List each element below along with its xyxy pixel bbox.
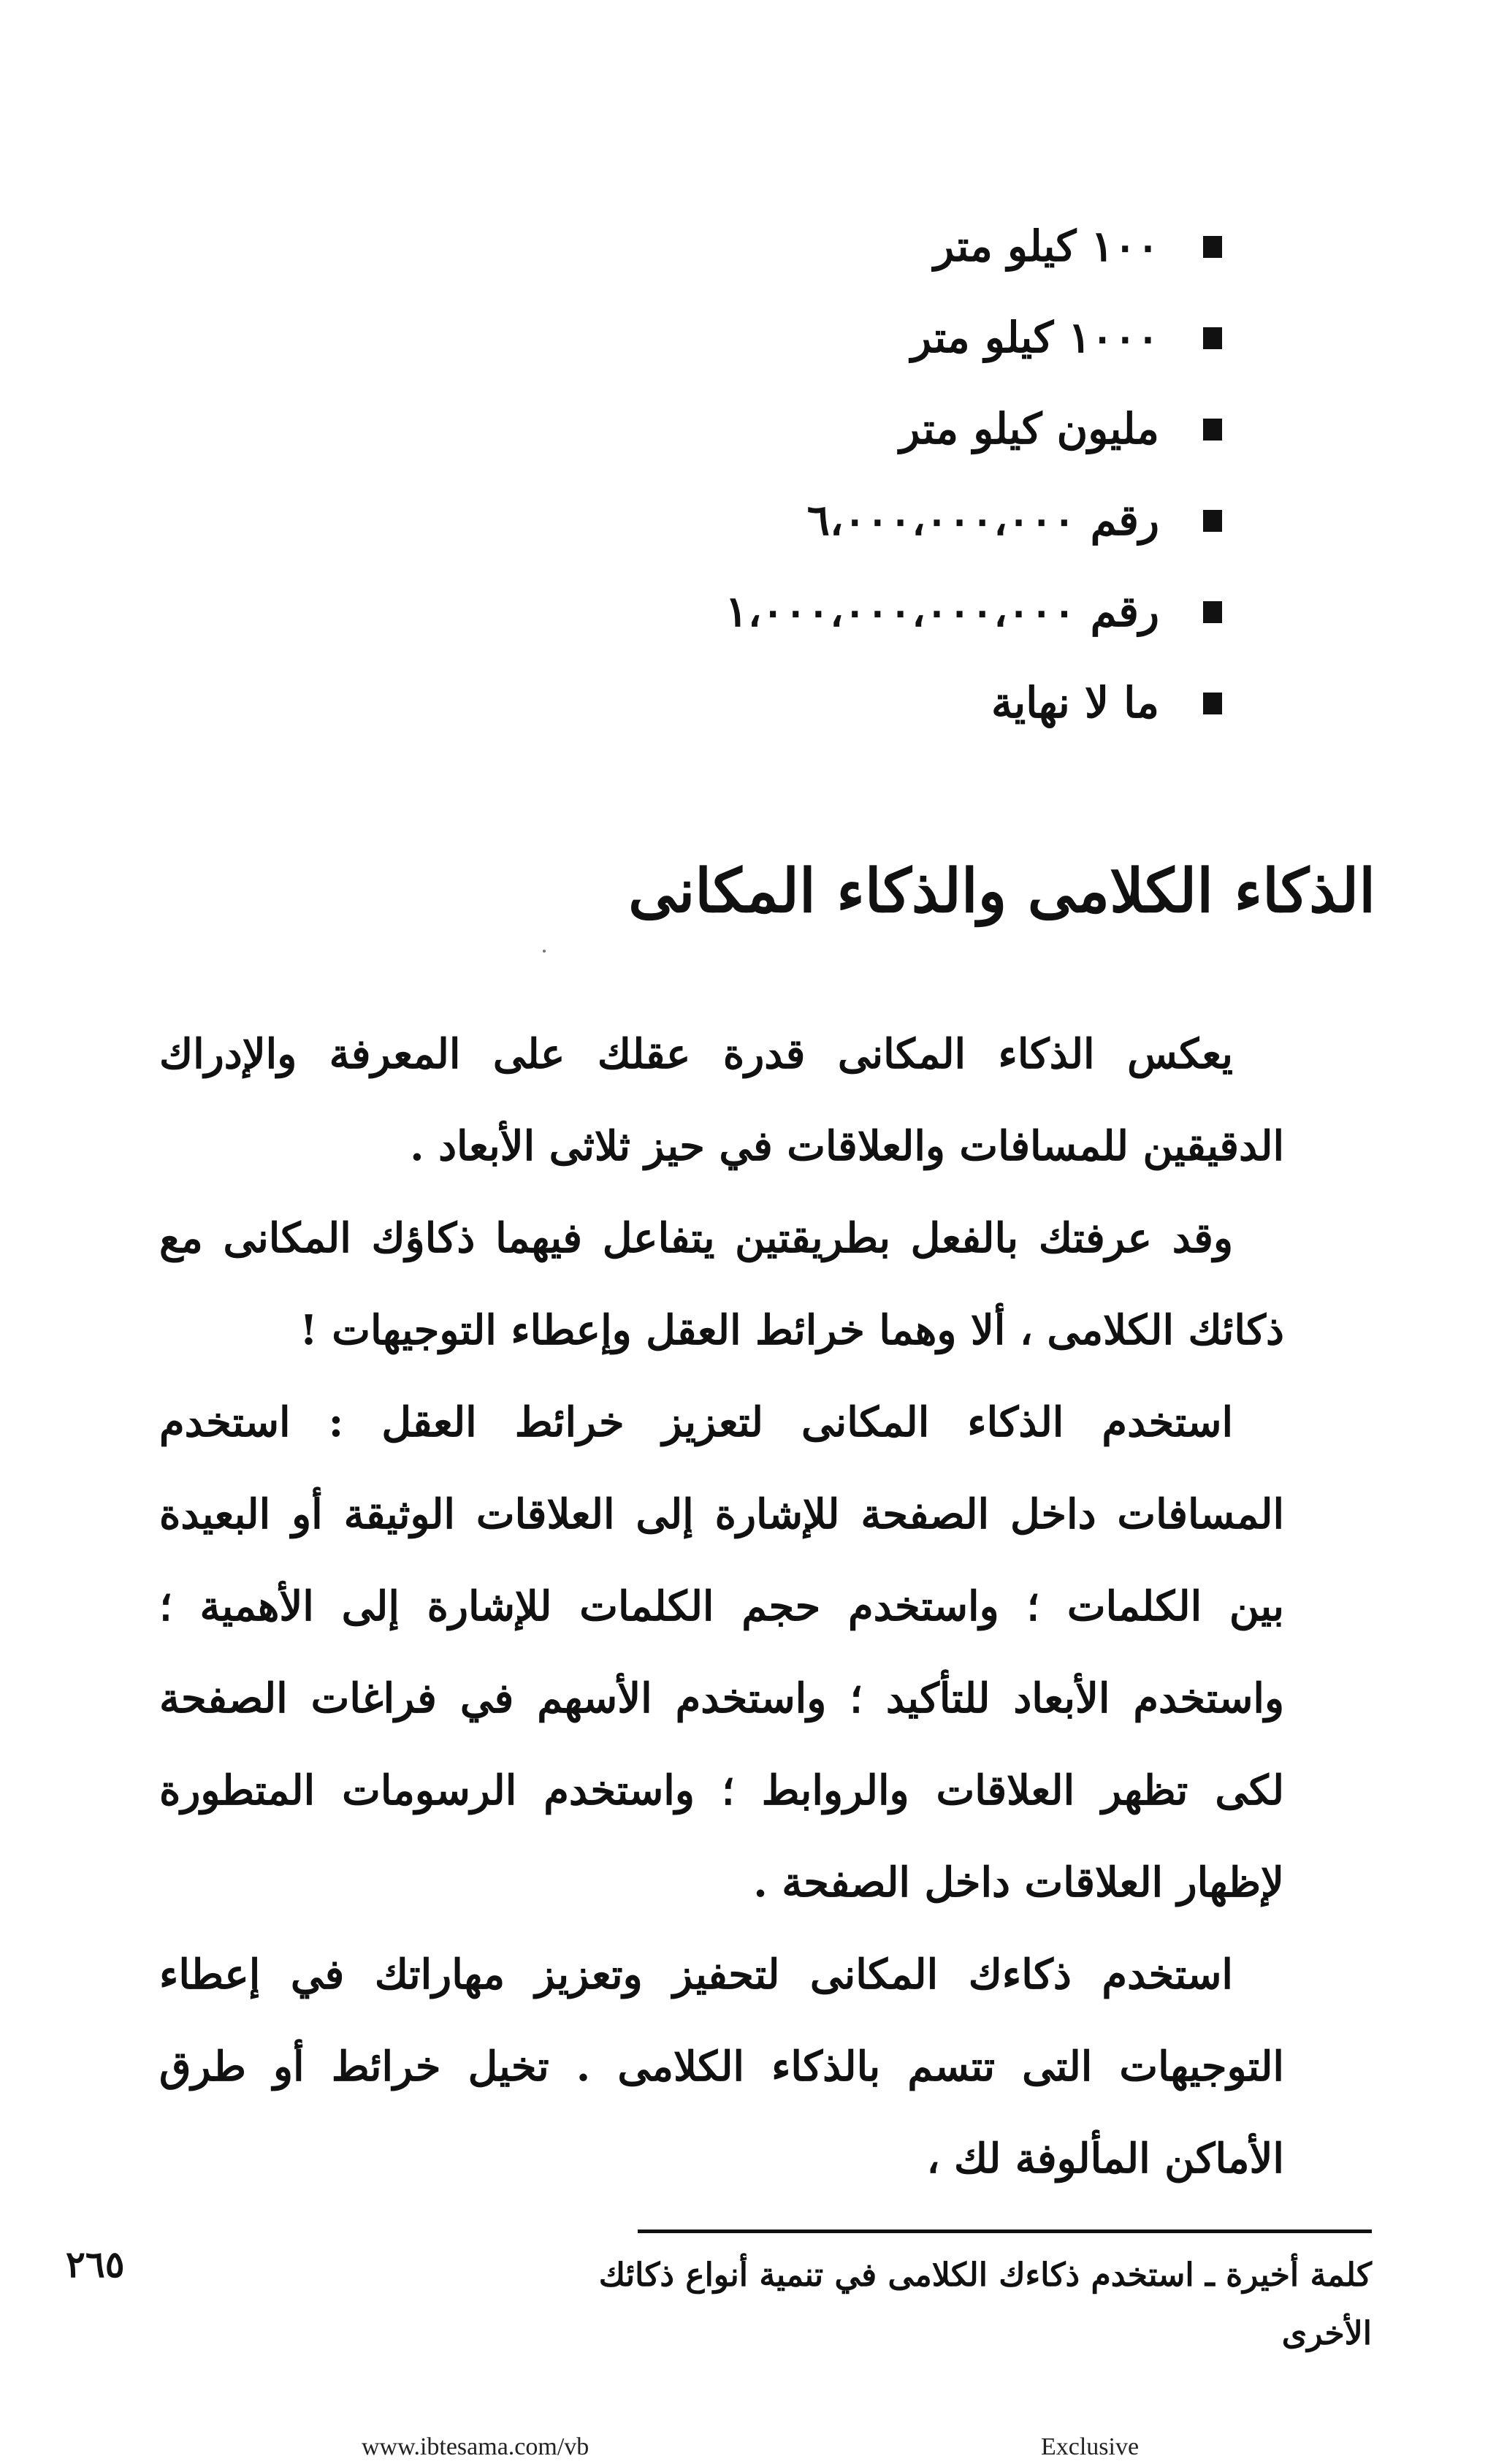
list-item (419, 566, 1222, 657)
body-text (159, 1008, 1284, 2205)
square-bullet-icon (1203, 601, 1222, 623)
list-item-text: رقم ١،٠٠٠،٠٠٠،٠٠٠،٠٠٠ (725, 587, 1159, 636)
square-bullet-icon (1203, 693, 1222, 714)
list-item-text: ١٠٠ كيلو متر (934, 221, 1159, 271)
list-item-text: رقم ٦،٠٠٠،٠٠٠،٠٠٠ (806, 495, 1159, 545)
paragraph: استخدم الذكاء المكانى لتعزيز خرائط العقل : استخدم المسافات داخل الصفحة للإشارة إلى العلاقات الوثيقة أو البعيدة بين الكلمات ؛ واستخدم حجم الكلمات للإشارة إلى الأهمية ؛ واستخدم الأبعاد للتأكيد ؛ واستخدم الأسهم في فراغات الصفحة لكى تظهر العلاقات والروابط ؛ واستخدم الرسومات المتطورة لإظهار العلاقات داخل الصفحة . (159, 1398, 1284, 1907)
paragraph: وقد عرفتك بالفعل بطريقتين يتفاعل فيهما ذكاؤك المكانى مع ذكائك الكلامى ، ألا وهما خرائط العقل وإعطاء التوجيهات ! (159, 1214, 1284, 1354)
bullet-list (419, 201, 1222, 749)
scan-speck (543, 950, 546, 953)
source-url: www.ibtesama.com/vb (362, 2433, 589, 2460)
running-title: كلمة أخيرة ـ استخدم ذكاءك الكلامى في تنمية أنواع ذكائك الأخرى (598, 2257, 1372, 2352)
square-bullet-icon (1203, 327, 1222, 349)
square-bullet-icon (1203, 236, 1222, 258)
list-item (419, 201, 1222, 292)
list-item (419, 475, 1222, 566)
list-item (419, 292, 1222, 384)
list-item-text: مليون كيلو متر (899, 404, 1159, 454)
footer-rule (638, 2230, 1372, 2233)
paragraph: استخدم ذكاءك المكانى لتحفيز وتعزيز مهاراتك في إعطاء التوجيهات التى تتسم بالذكاء الكلامى . تخيل خرائط أو طرق الأماكن المألوفة لك ، (159, 1950, 1284, 2183)
square-bullet-icon (1203, 510, 1222, 532)
list-item-text: ما لا نهاية (991, 678, 1159, 728)
section-heading: الذكاء الكلامى والذكاء المكانى (628, 856, 1375, 926)
list-item (419, 657, 1222, 749)
list-item-text: ١٠٠٠ كيلو متر (911, 313, 1159, 362)
list-item (419, 384, 1222, 475)
exclusive-label: Exclusive (1041, 2433, 1140, 2460)
paragraph: يعكس الذكاء المكانى قدرة عقلك على المعرفة والإدراك الدقيقين للمسافات والعلاقات في حيز ثلاثى الأبعاد . (159, 1030, 1284, 1170)
square-bullet-icon (1203, 419, 1222, 440)
page-number: ٢٦٥ (66, 2243, 125, 2286)
